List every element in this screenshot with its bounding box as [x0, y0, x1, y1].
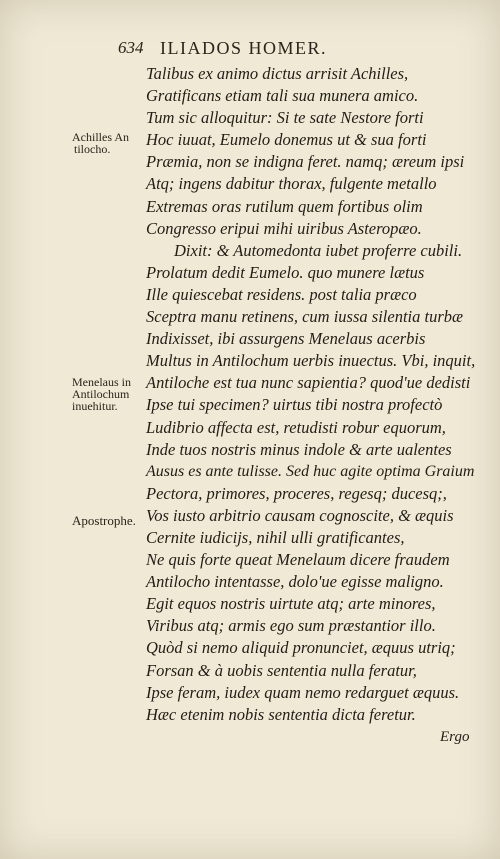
verse-line: Ne quis forte queat Menelaum dicere fraudem — [146, 550, 450, 570]
verse-line: Egit equos nostris uirtute atq; arte minores, — [146, 594, 436, 614]
marginal-note-line: inuehitur. — [72, 399, 118, 413]
verse-line: Prolatum dedit Eumelo. quo munere lætus — [146, 262, 425, 282]
verse-block — [146, 63, 476, 726]
verse-line: Ipse tui specimen? uirtus tibi nostra profectò — [146, 395, 443, 415]
verse-line: Quòd si nemo aliquid pronunciet, æquus utriq; — [146, 638, 456, 658]
verse-line: Talibus ex animo dictus arrisit Achilles, — [146, 64, 409, 83]
verse-line: Tum sic alloquitur: Si te sate Nestore forti — [146, 108, 424, 128]
verse-line: Ipse feram, iudex quam nemo redarguet æquus. — [146, 682, 460, 702]
verse-line: Congresso eripui mihi uiribus Asteropæo. — [146, 218, 422, 238]
verse-line: Vos iusto arbitrio causam cognoscite, & æquis — [146, 505, 454, 525]
verse-line: Extremas oras rutilum quem fortibus olim — [146, 196, 423, 216]
verse-line: Gratificans etiam tali sua munera amico. — [146, 86, 419, 106]
verse-line: Multus in Antilochum uerbis inuectus. Vbi, inquit, — [146, 351, 476, 371]
marginal-note-apostrophe — [72, 515, 136, 527]
verse-line: Ludibrio affecta est, retudisti robur equorum, — [146, 417, 446, 437]
marginal-note-line: Menelaus in — [72, 375, 131, 389]
verse-line: Dixit: & Automedonta iubet proferre cubili. — [174, 240, 463, 260]
page-number: 634 — [118, 38, 144, 57]
verse-line: Hoc iuuat, Eumelo donemus ut & sua forti — [146, 130, 427, 150]
catchword: Ergo — [440, 729, 470, 745]
verse-line: Hæc etenim nobis sententia dicta feretur. — [146, 704, 416, 724]
verse-line: Antiloche est tua nunc sapientia? quod'ue dedisti — [146, 373, 471, 393]
verse-line: Atq; ingens dabitur thorax, fulgente metallo — [146, 174, 437, 194]
marginal-note-line: Antilochum — [72, 387, 130, 401]
verse-line: Inde tuos nostris minus indole & arte ualentes — [146, 439, 452, 459]
verse-line: Viribus atq; armis ego sum præstantior illo. — [146, 616, 436, 636]
marginal-note-line: Achilles An — [72, 130, 129, 144]
verse-line: Antilocho intentasse, dolo'ue egisse maligno. — [146, 572, 444, 592]
running-title: ILIADOS HOMER. — [160, 38, 327, 58]
page-header — [118, 38, 418, 62]
verse-line: Sceptra manu retinens, cum iussa silentia turbæ — [146, 307, 463, 327]
marginal-note-menelaus — [72, 376, 131, 412]
marginal-note-line: tilocho. — [74, 142, 111, 156]
marginal-note-line: Apostrophe. — [72, 513, 136, 528]
verse-line: Ille quiescebat residens. post talia præco — [146, 284, 417, 304]
verse-line: Pectora, primores, proceres, regesq; ducesq;, — [146, 483, 447, 503]
verse-line: Præmia, non se indigna feret. namq; æreum ipsi — [146, 152, 465, 172]
marginal-note-achilles — [72, 131, 129, 155]
verse-line: Forsan & à uobis sententia nulla feratur, — [146, 660, 417, 680]
verse-line: Ausus es ante tulisse. Sed huc agite optima Graium — [146, 462, 475, 480]
verse-line: Indixisset, ibi assurgens Menelaus acerbis — [146, 329, 426, 349]
verse-line: Cernite iudicijs, nihil ulli gratificantes, — [146, 527, 405, 547]
